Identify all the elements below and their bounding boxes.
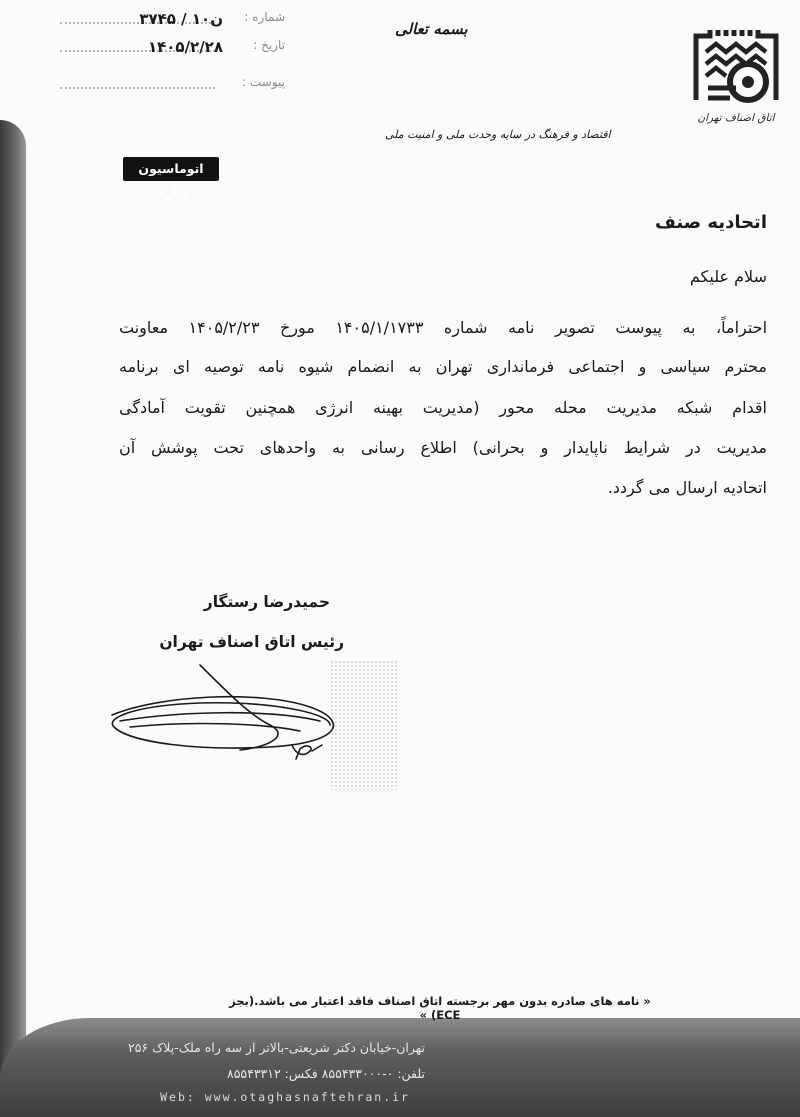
letter-date-value: ۱۴۰۵/۲/۲۸ — [147, 38, 223, 56]
bismillah-heading: بسمه تعالی — [395, 20, 468, 38]
letter-number-label: شماره : — [244, 10, 285, 24]
letter-date-label: تاریخ : — [253, 38, 285, 52]
validity-notice: « نامه های صادره بدون مهر برجسته اتاق اصناف فاقد اعتبار می باشد.(بجز ECE) » — [229, 994, 651, 1022]
dotted-line — [60, 87, 215, 89]
body-line: محترم سیاسی و اجتماعی فرمانداری تهران به انضمام شیوه نامه توصیه ای برنامه — [119, 357, 767, 376]
footer-website-link[interactable]: Web: www.otaghasnaftehran.ir — [160, 1090, 410, 1104]
letter-number-value: ۳۷۴۵ / ۱۰ن — [139, 10, 223, 28]
body-line: مدیریت در شرایط ناپایدار و بحرانی) اطلاع رسانی به واحدهای تحت پوشش آن — [119, 438, 767, 457]
signer-name: حمیدرضا رستگار — [203, 593, 330, 611]
logo-caption: اتاق اصناف تهران — [697, 112, 775, 124]
body-line: احتراماً، به پیوست تصویر نامه شماره ۱۴۰۵/۱/۱۷۳۳ مورخ ۱۴۰۵/۲/۲۳ معاونت — [119, 318, 768, 337]
footer-phone-fax: تلفن: ۰-۸۵۵۴۳۳۰۰۰ فکس: ۸۵۵۴۳۳۱۲ — [226, 1066, 425, 1081]
body-line: اتحادیه ارسال می گردد. — [607, 478, 767, 497]
office-automation-badge: اتوماسیون اداری — [123, 157, 219, 181]
footer-address: تهران-خیابان دکتر شریعتی-بالاتر از سه راه ملک-پلاک ۲۵۶ — [127, 1040, 425, 1055]
motto-text: اقتصاد و فرهنگ در سایه وحدت ملی و امنیت ملی — [385, 128, 611, 141]
scan-edge-band — [0, 120, 26, 1117]
recipient-heading: اتحادیه صنف — [654, 212, 767, 233]
signer-title: رئیس اتاق اصناف تهران — [159, 633, 344, 651]
letter-attachment-label: پیوست : — [242, 75, 285, 89]
greeting-text: سلام علیکم — [689, 267, 767, 286]
handwritten-signature-icon — [100, 655, 430, 780]
body-line: اقدام شبکه مدیریت محله محور (مدیریت بهینه انرژی همچنین تقویت آمادگی — [119, 398, 767, 417]
